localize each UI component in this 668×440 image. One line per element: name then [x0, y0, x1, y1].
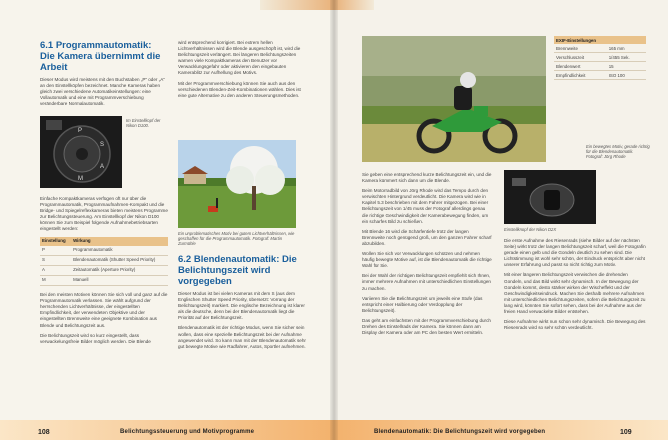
table-row: [554, 71, 646, 80]
right-top-band: [334, 0, 374, 10]
table-cell: S: [40, 255, 71, 265]
table-header-effect: Wirkung: [71, 237, 168, 246]
table-row: [40, 275, 168, 285]
table-header-setting: Einstellung: [40, 237, 71, 246]
left-column-2b: [178, 254, 306, 354]
table-cell: 165 mm: [607, 44, 646, 53]
table-cell: Blendenwert: [554, 62, 607, 71]
paragraph: Beim Motorradbild von Jörg Rhode wird das Tempo durch den verwischten Hintergrund verdeutlicht. Die Kamera wird wie in Kapitel 5.3 beschrieben mit dem Fahrer mitgezogen. Bei einer Belichtungszeit von 1/45 muss der Fotograf allerdings genau die richtige Geschwindigkeit der Kamerabewegung finden, um ein scharfes Bild zu schießen.: [362, 188, 489, 224]
table-row: [554, 44, 646, 53]
paragraph: Sie geben eine entsprechend kurze Belichtungszeit ein, und die Kamera kümmert sich dann um die Blende.: [362, 172, 492, 184]
section-title-6-2: 6.2 Blendenautomatik: Die Belichtungszeit wird vorgegeben: [178, 254, 297, 287]
mode-table: [40, 237, 168, 286]
table-cell: Verschlusszeit: [554, 53, 607, 62]
right-column-2: [504, 238, 646, 335]
tree-photo: [178, 140, 296, 228]
right-page: [334, 0, 668, 440]
paragraph: Die Belichtungszeit wird so kurz eingestellt, dass verwackelungsfreie Bilder möglich werden. Die Blende: [40, 332, 151, 344]
svg-text:A: A: [100, 164, 105, 170]
page-number-left: 108: [38, 429, 50, 436]
paragraph: wird entsprechend korrigiert. Bei extrem hellen Lichtverhältnissen wird die Blende ausgeschöpft ist, wird die Belichtungszeit verlängert. Bei längeren Belichtungszeiten warnen viele Kompaktkameras den Benutzer vor Verwacklungsgefahr oder aktivieren den eingebauten Kamerablitz zur Aufhellung des Motivs.: [178, 40, 301, 76]
right-footer: [334, 420, 668, 440]
table-row: [554, 62, 646, 71]
left-column-1b: [40, 196, 168, 349]
paragraph: Dieser Modus wird meistens mit den Buchstaben „P“ oder „A“ an den Einstellköpfen bezeichnet. Manche Kameras haben gleich zwei verschiedene Automatikeinstellungen: eine Vollautomatik und eine mit Programmverschiebung veränderbare Normalautomatik.: [40, 77, 165, 107]
left-footer-title: Belichtungssteuerung und Motivprogramme: [120, 429, 255, 435]
table-row: [40, 246, 168, 256]
svg-text:S: S: [100, 142, 105, 148]
camera-dial-image: [40, 116, 122, 188]
table-cell: A: [40, 265, 71, 275]
table-row: [40, 255, 168, 265]
left-footer: [0, 420, 334, 440]
table-cell: Programmautomatik: [71, 246, 168, 256]
paragraph: Das geht am einfachsten mit der Programmverschiebung durch Drehen des Einstellrads der Kamera. Sie können dann am Display der Kamera oder am PC den besten Wert ermitteln.: [362, 317, 491, 336]
motocross-photo: [362, 36, 546, 162]
table-cell: M: [40, 275, 71, 285]
table-cell: Zeitautomatik (Aperture Priority): [71, 265, 168, 275]
exif-table: [554, 36, 646, 80]
paragraph: Diese Aufnahme wirkt nun schon sehr dynamisch. Die Bewegung des Riesenrads wird so sehr schön verdeutlicht.: [504, 319, 646, 331]
book-gutter: [330, 0, 338, 440]
paragraph: Bei der Wahl der richtigen Belichtungszeit empfiehlt sich Ihnen, immer mehrere Aufnahmen mit unterschiedlichen Einstellungen zu machen.: [362, 273, 491, 291]
page-number-right: 109: [620, 429, 632, 436]
table-cell: 15: [607, 62, 646, 71]
svg-text:P: P: [78, 128, 83, 134]
section-title-6-1: 6.1 Programmautomatik: Die Kamera übernimmt die Arbeit: [40, 40, 161, 73]
left-top-band: [260, 0, 334, 10]
paragraph: Mit einer längeren Belichtungszeit verwischen die drehenden Gondeln, und das Bild wirkt sehr dynamisch. In der Bewegung der Gondeln kommt, desto stärker wirken der Wischeffekt und der Geschwindigkeitseindruck. Machen Sie deshalb mehrere Aufnahmen mit unterschiedlichen Belichtungszeiten, sofern die Belichtungszeit zu lang wird, könnten Sie sofort sehen, dass bei der Aufnahme aus der freien Hand verwackelte Bilder entstehen.: [504, 272, 646, 315]
table-cell: Brennweite: [554, 44, 607, 53]
paragraph: Wollen Sie sich vor Verwacklungen schützen und nehmen häufig bewegte Motive auf, ist die Blendenautomatik die richtige Wahl für Sie.: [362, 251, 492, 269]
dial-caption: Einstellknopf der Nikon D2X: [504, 227, 557, 232]
exif-title: EXIF-Einstellungen: [554, 36, 646, 44]
table-cell: 1/455 Sek.: [607, 53, 646, 62]
table-cell: Blendenautomatik (Shutter Speed Priority): [71, 255, 168, 265]
paragraph: Die erste Aufnahme des Riesenrads (siehe Bilder auf der nächsten Seite) wirkt trotz der langen Belichtungszeit scharf, weil die Fotografin gerade einen gelb und die Gondeln deutlich zu sehen sind. Die Lichtstimmung ist wohl sehr schön, der Eindruck entspricht aber nicht unserer Erfahrung und passt so nicht richtig zum Motiv.: [504, 238, 646, 268]
paragraph: Variieren Sie die Belichtungszeit um jeweils eine Stufe (das entspricht einer Halbierung oder Verdopplung der Belichtungszeit).: [362, 295, 483, 313]
paragraph: Mit Blende 16 wird die Schärfentiefe trotz der langen Brennweite noch genügend groß, um den ganzen Fahrer scharf abzubilden.: [362, 228, 492, 246]
moto-caption: Ein bewegtes Motiv, gerade richtig für die Blendenautomatik. Fotograf: Jörg Rhode: [586, 144, 650, 160]
right-column-1: [362, 172, 492, 340]
table-cell: ISO 100: [607, 71, 646, 80]
table-cell: P: [40, 246, 71, 256]
nikon-dial-image: [504, 170, 596, 224]
table-cell: Manuell: [71, 275, 168, 285]
paragraph: Blendenautomatik ist der richtige Modus, wenn Sie sicher sein wollen, dass eine spezielle Belichtungszeit bei der Aufnahme angewendet wird. So kann man mit der Blendenautomatik sehr gut bewegte Motive wie Radfahrer, Autos, Sportler aufnehmen.: [178, 325, 306, 349]
paragraph: Mit der Programmverschiebung können Sie auch aus den verschiedenen Blenden-Zeit-Kombinationen wählen. Dies ist eine gute Alternative zu den anderen Steuerungsmethoden.: [178, 80, 301, 98]
right-footer-title: Blendenautomatik: Die Belichtungszeit wird vorgegeben: [374, 429, 546, 435]
camera-caption: Im Einstellkopf der Nikon D100.: [126, 118, 161, 129]
table-row: [554, 53, 646, 62]
paragraph: Bei den meisten Motiven können Sie sich voll und ganz auf die Programmautomatik verlassen. Sie wählt aufgrund der herrschenden Lichtverhältnisse, der eingestellten Empfindlichkeit, der verwendeten Objektive und der eingestellten Brennweite eine geeignete Kombination aus Blende und Belichtungszeit aus.: [40, 292, 168, 328]
svg-text:M: M: [78, 176, 83, 182]
left-column-1: [40, 40, 168, 111]
table-cell: Empfindlichkeit: [554, 71, 607, 80]
tree-photo-caption: Ein unproblematisches Motiv bei gutem Lichtverhältnissen, wie geschaffen für die Programmautomatik. Fotograf: Martin Zurmühle: [178, 231, 295, 247]
paragraph: Dieser Modus ist bei vielen Kameras mit dem S (aus dem Englischen Shutter Speed Priority, übersetzt: Vorrang der Belichtungszeit) markiert. Die englische Bezeichnung ist klarer als die deutsche, denn bei der Blendenautomatik liegt die Priorität auf der Belichtungszeit.: [178, 291, 305, 321]
left-column-2: [178, 40, 306, 103]
table-row: [40, 265, 168, 275]
paragraph: Einfache Kompaktkameras verfügen oft nur über die Programmautomatik, Programmaufnahmen-Kompakt und die Bridge- und Spiegelreflexkameras bieten meistens Programme zur Belichtungssteuerung. Am Einstellkopf der Nikon D100 können Sie zum Beispiel folgende Aufnahmebetriebsarten eingestellt werden:: [40, 196, 168, 232]
